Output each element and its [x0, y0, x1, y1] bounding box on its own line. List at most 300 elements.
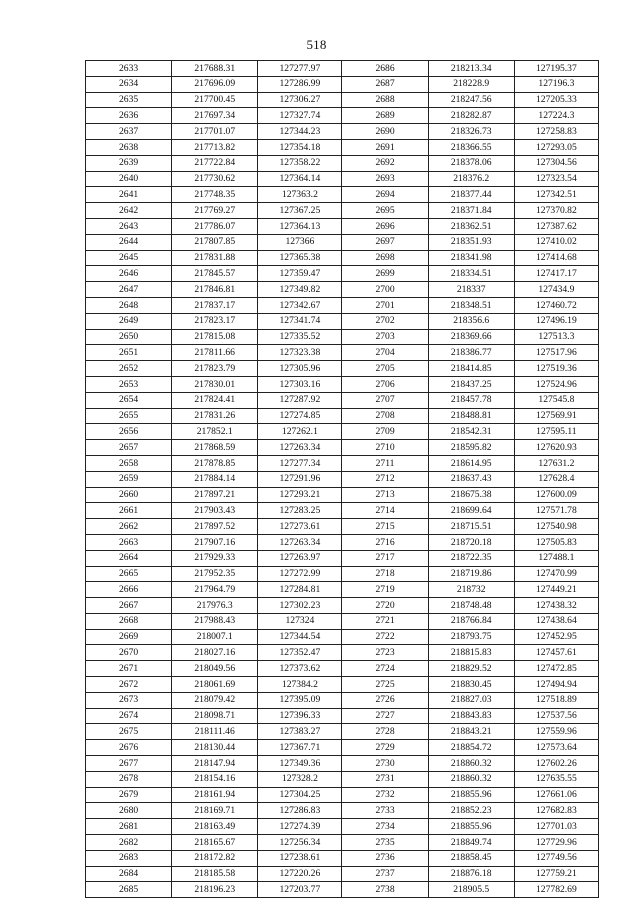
x-coordinate-cell: 218213.34	[428, 61, 514, 77]
x-coordinate-cell: 218098.71	[172, 708, 258, 724]
point-number-cell: 2636	[86, 108, 172, 124]
point-number-cell: 2666	[86, 582, 172, 598]
x-coordinate-cell: 218337	[428, 282, 514, 298]
point-number-cell: 2724	[342, 661, 428, 677]
point-number-cell: 2665	[86, 566, 172, 582]
point-number-cell: 2656	[86, 424, 172, 440]
y-coordinate-cell: 127367.25	[258, 203, 342, 219]
y-coordinate-cell: 127364.14	[258, 171, 342, 187]
table-row	[86, 345, 599, 361]
y-coordinate-cell: 127342.51	[514, 187, 598, 203]
point-number-cell: 2690	[342, 124, 428, 140]
y-coordinate-cell: 127729.96	[514, 835, 598, 851]
x-coordinate-cell: 218371.84	[428, 203, 514, 219]
point-number-cell: 2697	[342, 234, 428, 250]
x-coordinate-cell: 218849.74	[428, 835, 514, 851]
x-coordinate-cell: 217748.35	[172, 187, 258, 203]
x-coordinate-cell: 218414.85	[428, 361, 514, 377]
x-coordinate-cell: 217697.34	[172, 108, 258, 124]
x-coordinate-cell: 218722.35	[428, 550, 514, 566]
y-coordinate-cell: 127545.8	[514, 392, 598, 408]
x-coordinate-cell: 218169.71	[172, 803, 258, 819]
y-coordinate-cell: 127272.99	[258, 566, 342, 582]
x-coordinate-cell: 218228.9	[428, 76, 514, 92]
x-coordinate-cell: 218334.51	[428, 266, 514, 282]
y-coordinate-cell: 127195.37	[514, 61, 598, 77]
x-coordinate-cell: 218830.45	[428, 677, 514, 693]
y-coordinate-cell: 127438.64	[514, 613, 598, 629]
y-coordinate-cell: 127262.1	[258, 424, 342, 440]
y-coordinate-cell: 127682.83	[514, 803, 598, 819]
y-coordinate-cell: 127488.1	[514, 550, 598, 566]
point-number-cell: 2734	[342, 819, 428, 835]
y-coordinate-cell: 127263.34	[258, 440, 342, 456]
point-number-cell: 2672	[86, 677, 172, 693]
y-coordinate-cell: 127472.85	[514, 661, 598, 677]
y-coordinate-cell: 127238.61	[258, 850, 342, 866]
point-number-cell: 2678	[86, 771, 172, 787]
y-coordinate-cell: 127286.99	[258, 76, 342, 92]
point-number-cell: 2701	[342, 297, 428, 313]
x-coordinate-cell: 217786.07	[172, 218, 258, 234]
x-coordinate-cell: 218732	[428, 582, 514, 598]
y-coordinate-cell: 127273.61	[258, 519, 342, 535]
x-coordinate-cell: 218196.23	[172, 882, 258, 898]
y-coordinate-cell: 127284.81	[258, 582, 342, 598]
y-coordinate-cell: 127287.92	[258, 392, 342, 408]
y-coordinate-cell: 127335.52	[258, 329, 342, 345]
table-row	[86, 882, 599, 898]
table-row	[86, 692, 599, 708]
y-coordinate-cell: 127274.39	[258, 819, 342, 835]
y-coordinate-cell: 127540.98	[514, 519, 598, 535]
point-number-cell: 2645	[86, 250, 172, 266]
point-number-cell: 2702	[342, 313, 428, 329]
x-coordinate-cell: 218362.51	[428, 218, 514, 234]
point-number-cell: 2689	[342, 108, 428, 124]
point-number-cell: 2673	[86, 692, 172, 708]
x-coordinate-cell: 218860.32	[428, 756, 514, 772]
y-coordinate-cell: 127434.9	[514, 282, 598, 298]
y-coordinate-cell: 127417.17	[514, 266, 598, 282]
point-number-cell: 2650	[86, 329, 172, 345]
x-coordinate-cell: 217976.3	[172, 598, 258, 614]
x-coordinate-cell: 218437.25	[428, 376, 514, 392]
y-coordinate-cell: 127759.21	[514, 866, 598, 882]
y-coordinate-cell: 127367.71	[258, 740, 342, 756]
point-number-cell: 2722	[342, 629, 428, 645]
x-coordinate-cell: 217696.09	[172, 76, 258, 92]
y-coordinate-cell: 127395.09	[258, 692, 342, 708]
x-coordinate-cell: 218027.16	[172, 645, 258, 661]
point-number-cell: 2706	[342, 376, 428, 392]
x-coordinate-cell: 218827.03	[428, 692, 514, 708]
x-coordinate-cell: 218366.55	[428, 139, 514, 155]
y-coordinate-cell: 127363.2	[258, 187, 342, 203]
x-coordinate-cell: 218876.18	[428, 866, 514, 882]
point-number-cell: 2640	[86, 171, 172, 187]
x-coordinate-cell: 217722.84	[172, 155, 258, 171]
y-coordinate-cell: 127258.83	[514, 124, 598, 140]
table-row	[86, 155, 599, 171]
point-number-cell: 2652	[86, 361, 172, 377]
y-coordinate-cell: 127305.96	[258, 361, 342, 377]
table-row	[86, 661, 599, 677]
coordinates-table-body	[86, 61, 599, 898]
table-row	[86, 234, 599, 250]
table-row	[86, 566, 599, 582]
x-coordinate-cell: 217884.14	[172, 471, 258, 487]
x-coordinate-cell: 218675.38	[428, 487, 514, 503]
x-coordinate-cell: 218165.67	[172, 835, 258, 851]
point-number-cell: 2664	[86, 550, 172, 566]
x-coordinate-cell: 218457.78	[428, 392, 514, 408]
point-number-cell: 2694	[342, 187, 428, 203]
table-row	[86, 503, 599, 519]
coordinates-table	[85, 60, 599, 898]
point-number-cell: 2668	[86, 613, 172, 629]
y-coordinate-cell: 127283.25	[258, 503, 342, 519]
point-number-cell: 2655	[86, 408, 172, 424]
point-number-cell: 2708	[342, 408, 428, 424]
point-number-cell: 2637	[86, 124, 172, 140]
point-number-cell: 2646	[86, 266, 172, 282]
x-coordinate-cell: 218748.48	[428, 598, 514, 614]
table-row	[86, 455, 599, 471]
y-coordinate-cell: 127370.82	[514, 203, 598, 219]
point-number-cell: 2638	[86, 139, 172, 155]
table-row	[86, 771, 599, 787]
y-coordinate-cell: 127291.96	[258, 471, 342, 487]
y-coordinate-cell: 127366	[258, 234, 342, 250]
y-coordinate-cell: 127452.95	[514, 629, 598, 645]
x-coordinate-cell: 218905.5	[428, 882, 514, 898]
y-coordinate-cell: 127323.54	[514, 171, 598, 187]
point-number-cell: 2723	[342, 645, 428, 661]
point-number-cell: 2635	[86, 92, 172, 108]
point-number-cell: 2703	[342, 329, 428, 345]
point-number-cell: 2644	[86, 234, 172, 250]
y-coordinate-cell: 127304.25	[258, 787, 342, 803]
point-number-cell: 2688	[342, 92, 428, 108]
point-number-cell: 2732	[342, 787, 428, 803]
point-number-cell: 2687	[342, 76, 428, 92]
point-number-cell: 2731	[342, 771, 428, 787]
point-number-cell: 2693	[342, 171, 428, 187]
y-coordinate-cell: 127324	[258, 613, 342, 629]
x-coordinate-cell: 217769.27	[172, 203, 258, 219]
table-row	[86, 756, 599, 772]
point-number-cell: 2707	[342, 392, 428, 408]
x-coordinate-cell: 218843.21	[428, 724, 514, 740]
y-coordinate-cell: 127286.83	[258, 803, 342, 819]
table-row	[86, 329, 599, 345]
point-number-cell: 2719	[342, 582, 428, 598]
table-row	[86, 203, 599, 219]
x-coordinate-cell: 218614.95	[428, 455, 514, 471]
table-row	[86, 139, 599, 155]
x-coordinate-cell: 217823.79	[172, 361, 258, 377]
x-coordinate-cell: 218154.16	[172, 771, 258, 787]
table-row	[86, 629, 599, 645]
x-coordinate-cell: 218843.83	[428, 708, 514, 724]
x-coordinate-cell: 218351.93	[428, 234, 514, 250]
point-number-cell: 2709	[342, 424, 428, 440]
x-coordinate-cell: 217807.85	[172, 234, 258, 250]
x-coordinate-cell: 218356.6	[428, 313, 514, 329]
table-row	[86, 613, 599, 629]
x-coordinate-cell: 217713.82	[172, 139, 258, 155]
y-coordinate-cell: 127263.34	[258, 534, 342, 550]
point-number-cell: 2695	[342, 203, 428, 219]
y-coordinate-cell: 127661.06	[514, 787, 598, 803]
y-coordinate-cell: 127449.21	[514, 582, 598, 598]
point-number-cell: 2725	[342, 677, 428, 693]
x-coordinate-cell: 218377.44	[428, 187, 514, 203]
x-coordinate-cell: 218185.58	[172, 866, 258, 882]
y-coordinate-cell: 127602.26	[514, 756, 598, 772]
y-coordinate-cell: 127749.56	[514, 850, 598, 866]
y-coordinate-cell: 127537.56	[514, 708, 598, 724]
x-coordinate-cell: 217823.17	[172, 313, 258, 329]
y-coordinate-cell: 127559.96	[514, 724, 598, 740]
y-coordinate-cell: 127224.3	[514, 108, 598, 124]
table-row	[86, 187, 599, 203]
point-number-cell: 2679	[86, 787, 172, 803]
y-coordinate-cell: 127569.91	[514, 408, 598, 424]
x-coordinate-cell: 218860.32	[428, 771, 514, 787]
table-row	[86, 708, 599, 724]
table-row	[86, 124, 599, 140]
table-row	[86, 61, 599, 77]
table-row	[86, 677, 599, 693]
x-coordinate-cell: 217852.1	[172, 424, 258, 440]
y-coordinate-cell: 127383.27	[258, 724, 342, 740]
y-coordinate-cell: 127414.68	[514, 250, 598, 266]
y-coordinate-cell: 127600.09	[514, 487, 598, 503]
x-coordinate-cell: 217897.52	[172, 519, 258, 535]
point-number-cell: 2717	[342, 550, 428, 566]
x-coordinate-cell: 218378.06	[428, 155, 514, 171]
x-coordinate-cell: 217701.07	[172, 124, 258, 140]
x-coordinate-cell: 218858.45	[428, 850, 514, 866]
y-coordinate-cell: 127359.47	[258, 266, 342, 282]
point-number-cell: 2718	[342, 566, 428, 582]
point-number-cell: 2738	[342, 882, 428, 898]
y-coordinate-cell: 127494.94	[514, 677, 598, 693]
x-coordinate-cell: 217845.57	[172, 266, 258, 282]
y-coordinate-cell: 127410.02	[514, 234, 598, 250]
table-row	[86, 92, 599, 108]
y-coordinate-cell: 127342.67	[258, 297, 342, 313]
x-coordinate-cell: 218061.69	[172, 677, 258, 693]
x-coordinate-cell: 218341.98	[428, 250, 514, 266]
x-coordinate-cell: 217831.26	[172, 408, 258, 424]
point-number-cell: 2658	[86, 455, 172, 471]
table-row	[86, 803, 599, 819]
x-coordinate-cell: 218637.43	[428, 471, 514, 487]
table-row	[86, 424, 599, 440]
point-number-cell: 2711	[342, 455, 428, 471]
y-coordinate-cell: 127220.26	[258, 866, 342, 882]
x-coordinate-cell: 217824.41	[172, 392, 258, 408]
table-row	[86, 361, 599, 377]
y-coordinate-cell: 127277.34	[258, 455, 342, 471]
y-coordinate-cell: 127293.05	[514, 139, 598, 155]
y-coordinate-cell: 127524.96	[514, 376, 598, 392]
point-number-cell: 2670	[86, 645, 172, 661]
x-coordinate-cell: 218049.56	[172, 661, 258, 677]
y-coordinate-cell: 127438.32	[514, 598, 598, 614]
y-coordinate-cell: 127384.2	[258, 677, 342, 693]
x-coordinate-cell: 217964.79	[172, 582, 258, 598]
point-number-cell: 2712	[342, 471, 428, 487]
point-number-cell: 2698	[342, 250, 428, 266]
table-row	[86, 108, 599, 124]
x-coordinate-cell: 218172.82	[172, 850, 258, 866]
point-number-cell: 2704	[342, 345, 428, 361]
table-row	[86, 866, 599, 882]
point-number-cell: 2736	[342, 850, 428, 866]
point-number-cell: 2653	[86, 376, 172, 392]
point-number-cell: 2663	[86, 534, 172, 550]
y-coordinate-cell: 127256.34	[258, 835, 342, 851]
x-coordinate-cell: 218595.82	[428, 440, 514, 456]
y-coordinate-cell: 127302.23	[258, 598, 342, 614]
table-row	[86, 408, 599, 424]
point-number-cell: 2733	[342, 803, 428, 819]
point-number-cell: 2677	[86, 756, 172, 772]
point-number-cell: 2675	[86, 724, 172, 740]
table-row	[86, 487, 599, 503]
table-row	[86, 471, 599, 487]
x-coordinate-cell: 218719.86	[428, 566, 514, 582]
x-coordinate-cell: 218488.81	[428, 408, 514, 424]
x-coordinate-cell: 217897.21	[172, 487, 258, 503]
y-coordinate-cell: 127358.22	[258, 155, 342, 171]
y-coordinate-cell: 127387.62	[514, 218, 598, 234]
table-row	[86, 850, 599, 866]
x-coordinate-cell: 218386.77	[428, 345, 514, 361]
y-coordinate-cell: 127373.62	[258, 661, 342, 677]
point-number-cell: 2680	[86, 803, 172, 819]
y-coordinate-cell: 127327.74	[258, 108, 342, 124]
table-row	[86, 724, 599, 740]
y-coordinate-cell: 127306.27	[258, 92, 342, 108]
x-coordinate-cell: 217831.88	[172, 250, 258, 266]
point-number-cell: 2713	[342, 487, 428, 503]
point-number-cell: 2647	[86, 282, 172, 298]
point-number-cell: 2661	[86, 503, 172, 519]
y-coordinate-cell: 127344.54	[258, 629, 342, 645]
table-row	[86, 787, 599, 803]
x-coordinate-cell: 217837.17	[172, 297, 258, 313]
x-coordinate-cell: 217846.81	[172, 282, 258, 298]
table-row	[86, 250, 599, 266]
y-coordinate-cell: 127470.99	[514, 566, 598, 582]
point-number-cell: 2657	[86, 440, 172, 456]
point-number-cell: 2685	[86, 882, 172, 898]
y-coordinate-cell: 127293.21	[258, 487, 342, 503]
point-number-cell: 2714	[342, 503, 428, 519]
table-row	[86, 171, 599, 187]
x-coordinate-cell: 218163.49	[172, 819, 258, 835]
y-coordinate-cell: 127635.55	[514, 771, 598, 787]
table-row	[86, 282, 599, 298]
point-number-cell: 2721	[342, 613, 428, 629]
point-number-cell: 2676	[86, 740, 172, 756]
point-number-cell: 2735	[342, 835, 428, 851]
x-coordinate-cell: 217929.33	[172, 550, 258, 566]
x-coordinate-cell: 217878.85	[172, 455, 258, 471]
x-coordinate-cell: 218111.46	[172, 724, 258, 740]
y-coordinate-cell: 127349.82	[258, 282, 342, 298]
x-coordinate-cell: 218699.64	[428, 503, 514, 519]
point-number-cell: 2710	[342, 440, 428, 456]
point-number-cell: 2716	[342, 534, 428, 550]
x-coordinate-cell: 218542.31	[428, 424, 514, 440]
table-row	[86, 266, 599, 282]
x-coordinate-cell: 217811.66	[172, 345, 258, 361]
y-coordinate-cell: 127701.03	[514, 819, 598, 835]
point-number-cell: 2692	[342, 155, 428, 171]
x-coordinate-cell: 218855.96	[428, 787, 514, 803]
point-number-cell: 2699	[342, 266, 428, 282]
x-coordinate-cell: 218376.2	[428, 171, 514, 187]
point-number-cell: 2641	[86, 187, 172, 203]
y-coordinate-cell: 127263.97	[258, 550, 342, 566]
table-row	[86, 376, 599, 392]
x-coordinate-cell: 218720.18	[428, 534, 514, 550]
point-number-cell: 2715	[342, 519, 428, 535]
x-coordinate-cell: 218079.42	[172, 692, 258, 708]
y-coordinate-cell: 127304.56	[514, 155, 598, 171]
y-coordinate-cell: 127196.3	[514, 76, 598, 92]
table-row	[86, 740, 599, 756]
x-coordinate-cell: 218829.52	[428, 661, 514, 677]
x-coordinate-cell: 218715.51	[428, 519, 514, 535]
table-row	[86, 598, 599, 614]
x-coordinate-cell: 218852.23	[428, 803, 514, 819]
table-row	[86, 392, 599, 408]
table-row	[86, 819, 599, 835]
point-number-cell: 2634	[86, 76, 172, 92]
y-coordinate-cell: 127496.19	[514, 313, 598, 329]
y-coordinate-cell: 127203.77	[258, 882, 342, 898]
point-number-cell: 2642	[86, 203, 172, 219]
x-coordinate-cell: 218130.44	[172, 740, 258, 756]
table-row	[86, 645, 599, 661]
y-coordinate-cell: 127517.96	[514, 345, 598, 361]
x-coordinate-cell: 218766.84	[428, 613, 514, 629]
y-coordinate-cell: 127628.4	[514, 471, 598, 487]
table-row	[86, 835, 599, 851]
y-coordinate-cell: 127571.78	[514, 503, 598, 519]
point-number-cell: 2683	[86, 850, 172, 866]
point-number-cell: 2720	[342, 598, 428, 614]
point-number-cell: 2649	[86, 313, 172, 329]
y-coordinate-cell: 127505.83	[514, 534, 598, 550]
point-number-cell: 2729	[342, 740, 428, 756]
x-coordinate-cell: 218369.66	[428, 329, 514, 345]
x-coordinate-cell: 218326.73	[428, 124, 514, 140]
x-coordinate-cell: 218147.94	[172, 756, 258, 772]
table-row	[86, 582, 599, 598]
point-number-cell: 2727	[342, 708, 428, 724]
x-coordinate-cell: 217815.08	[172, 329, 258, 345]
y-coordinate-cell: 127274.85	[258, 408, 342, 424]
table-row	[86, 218, 599, 234]
